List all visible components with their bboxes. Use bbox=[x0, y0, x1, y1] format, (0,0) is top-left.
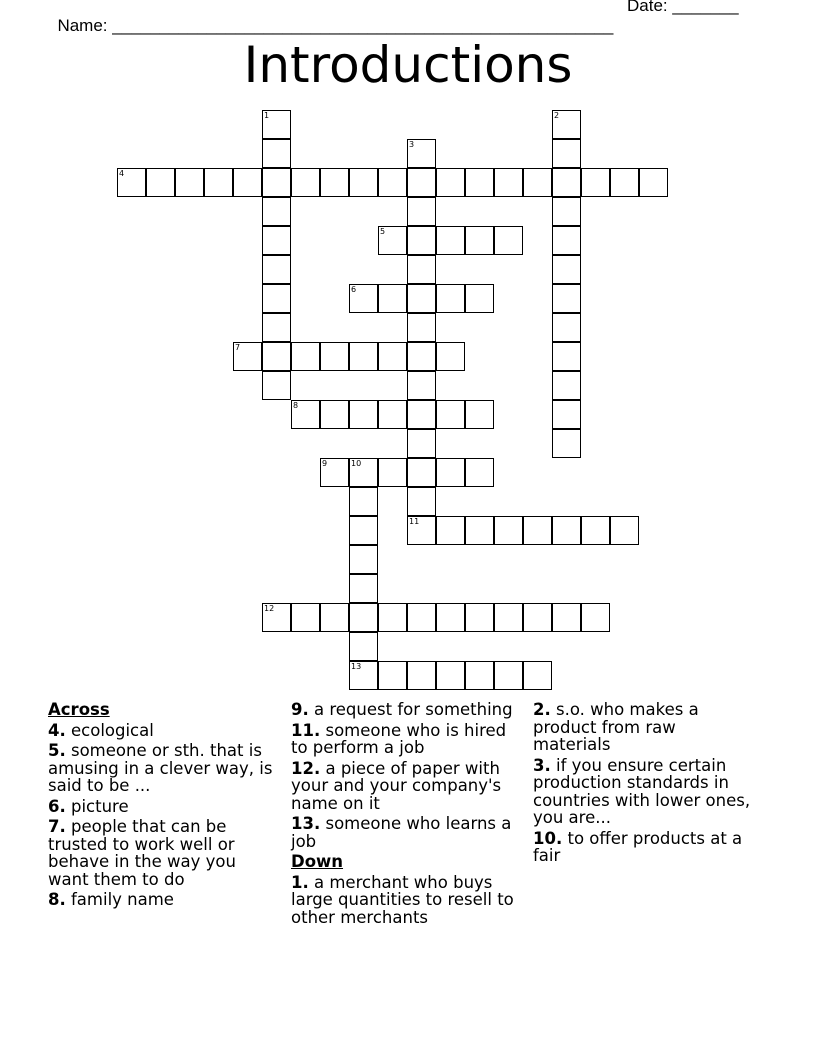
grid-cell[interactable] bbox=[465, 400, 494, 429]
grid-cell[interactable] bbox=[262, 255, 291, 284]
grid-cell[interactable] bbox=[291, 603, 320, 632]
grid-cell[interactable] bbox=[262, 284, 291, 313]
grid-cell[interactable] bbox=[407, 226, 436, 255]
grid-cell[interactable] bbox=[204, 168, 233, 197]
grid-cell[interactable] bbox=[378, 458, 407, 487]
grid-cell[interactable] bbox=[262, 313, 291, 342]
page-title: Introductions bbox=[243, 36, 573, 94]
grid-cell[interactable] bbox=[378, 342, 407, 371]
clue-number: 13. bbox=[291, 814, 321, 833]
clue-number: 10. bbox=[533, 828, 563, 848]
clue-text: a merchant who buys large quantities to resell to other merchants bbox=[291, 872, 514, 927]
grid-cell[interactable] bbox=[262, 603, 291, 632]
grid-cell[interactable] bbox=[465, 603, 494, 632]
clue-text: ecological bbox=[65, 720, 154, 740]
grid-cell[interactable] bbox=[407, 168, 436, 197]
grid-cell[interactable] bbox=[552, 603, 581, 632]
grid-cell[interactable] bbox=[552, 400, 581, 429]
clue-number: 1. bbox=[291, 872, 309, 892]
grid-cell[interactable] bbox=[407, 342, 436, 371]
clue-text: someone who is hired to perform a job bbox=[291, 720, 507, 757]
grid-cell[interactable] bbox=[465, 168, 494, 197]
grid-cell[interactable] bbox=[552, 313, 581, 342]
grid-cell[interactable] bbox=[552, 429, 581, 458]
grid-cell[interactable] bbox=[407, 603, 436, 632]
grid-cell[interactable] bbox=[465, 284, 494, 313]
clue-across-5 bbox=[48, 742, 273, 795]
grid-cell[interactable] bbox=[436, 603, 465, 632]
clue-text: picture bbox=[65, 796, 129, 816]
grid-cell[interactable] bbox=[436, 458, 465, 487]
grid-cell[interactable] bbox=[552, 516, 581, 545]
grid-cell[interactable] bbox=[465, 226, 494, 255]
clue-across-6 bbox=[48, 798, 273, 816]
grid-cell[interactable] bbox=[407, 313, 436, 342]
grid-cell[interactable] bbox=[262, 226, 291, 255]
cell-number: 13 bbox=[351, 662, 362, 671]
clue-text: someone who learns a job bbox=[291, 814, 512, 851]
clue-down-2 bbox=[533, 701, 758, 754]
cell-number: 8 bbox=[293, 401, 299, 410]
grid-cell[interactable] bbox=[349, 516, 378, 545]
clue-number: 11. bbox=[291, 720, 321, 740]
grid-cell[interactable] bbox=[552, 168, 581, 197]
grid-cell[interactable] bbox=[552, 284, 581, 313]
clue-text: family name bbox=[65, 890, 174, 909]
grid-cell[interactable] bbox=[349, 632, 378, 661]
grid-cell[interactable] bbox=[233, 342, 262, 371]
clue-down-10 bbox=[533, 830, 758, 865]
grid-cell[interactable] bbox=[262, 342, 291, 371]
grid-cell[interactable] bbox=[117, 168, 146, 197]
grid-cell[interactable] bbox=[407, 284, 436, 313]
grid-cell[interactable] bbox=[494, 226, 523, 255]
grid-cell[interactable] bbox=[233, 168, 262, 197]
name-field-label[interactable]: Name: _____________________________________________________ bbox=[57, 16, 614, 35]
clue-number: 7. bbox=[48, 817, 66, 836]
grid-cell[interactable] bbox=[552, 226, 581, 255]
grid-cell[interactable] bbox=[581, 516, 610, 545]
clue-number: 8. bbox=[48, 890, 66, 909]
grid-cell[interactable] bbox=[523, 516, 552, 545]
cell-number: 1 bbox=[264, 111, 270, 120]
cell-number: 11 bbox=[409, 517, 420, 526]
grid-cell[interactable] bbox=[291, 342, 320, 371]
grid-cell[interactable] bbox=[349, 603, 378, 632]
grid-cell[interactable] bbox=[146, 168, 175, 197]
grid-cell[interactable] bbox=[407, 255, 436, 284]
grid-cell[interactable] bbox=[349, 168, 378, 197]
grid-cell[interactable] bbox=[291, 400, 320, 429]
grid-cell[interactable] bbox=[262, 197, 291, 226]
grid-cell[interactable] bbox=[378, 603, 407, 632]
grid-cell[interactable] bbox=[320, 168, 349, 197]
grid-cell[interactable] bbox=[407, 516, 436, 545]
clue-across-9 bbox=[291, 701, 516, 719]
clue-number: 9. bbox=[291, 700, 309, 719]
clue-text: to offer products at a fair bbox=[533, 828, 743, 865]
grid-cell[interactable] bbox=[262, 168, 291, 197]
clue-number: 2. bbox=[533, 700, 551, 719]
clue-across-7 bbox=[48, 818, 273, 888]
clue-number: 5. bbox=[48, 741, 66, 760]
grid-cell[interactable] bbox=[349, 284, 378, 313]
grid-cell[interactable] bbox=[494, 603, 523, 632]
grid-cell[interactable] bbox=[552, 371, 581, 400]
grid-cell[interactable] bbox=[320, 400, 349, 429]
clue-across-13 bbox=[291, 815, 516, 850]
grid-cell[interactable] bbox=[552, 255, 581, 284]
cell-number: 5 bbox=[380, 227, 386, 236]
grid-cell[interactable] bbox=[291, 168, 320, 197]
grid-cell[interactable] bbox=[436, 661, 465, 690]
grid-cell[interactable] bbox=[639, 168, 668, 197]
grid-cell[interactable] bbox=[407, 371, 436, 400]
grid-cell[interactable] bbox=[494, 168, 523, 197]
clue-across-8 bbox=[48, 891, 273, 909]
grid-cell[interactable] bbox=[349, 661, 378, 690]
grid-cell[interactable] bbox=[407, 661, 436, 690]
grid-cell[interactable] bbox=[262, 139, 291, 168]
grid-cell[interactable] bbox=[349, 487, 378, 516]
grid-cell[interactable] bbox=[407, 429, 436, 458]
cell-number: 2 bbox=[554, 111, 560, 120]
down-heading: Down bbox=[291, 852, 344, 871]
grid-cell[interactable] bbox=[610, 168, 639, 197]
grid-cell[interactable] bbox=[378, 400, 407, 429]
grid-cell[interactable] bbox=[581, 603, 610, 632]
grid-cell[interactable] bbox=[262, 110, 291, 139]
clue-across-4 bbox=[48, 722, 273, 740]
grid-cell[interactable] bbox=[407, 400, 436, 429]
grid-cell[interactable] bbox=[523, 661, 552, 690]
grid-cell[interactable] bbox=[436, 342, 465, 371]
date-field-label[interactable]: Date: _______ bbox=[627, 0, 739, 15]
cell-number: 10 bbox=[351, 459, 362, 468]
cell-number: 6 bbox=[351, 285, 357, 294]
grid-cell[interactable] bbox=[465, 458, 494, 487]
grid-cell[interactable] bbox=[436, 226, 465, 255]
grid-cell[interactable] bbox=[436, 168, 465, 197]
grid-cell[interactable] bbox=[610, 516, 639, 545]
grid-cell[interactable] bbox=[523, 168, 552, 197]
grid-cell[interactable] bbox=[552, 139, 581, 168]
grid-cell[interactable] bbox=[407, 487, 436, 516]
grid-cell[interactable] bbox=[581, 168, 610, 197]
clue-across-12 bbox=[291, 760, 516, 813]
grid-cell[interactable] bbox=[407, 197, 436, 226]
cell-number: 9 bbox=[322, 459, 328, 468]
cell-number: 4 bbox=[119, 169, 125, 178]
grid-cell[interactable] bbox=[349, 545, 378, 574]
clue-number: 3. bbox=[533, 755, 551, 775]
grid-cell[interactable] bbox=[494, 516, 523, 545]
grid-cell[interactable] bbox=[378, 284, 407, 313]
grid-cell[interactable] bbox=[552, 197, 581, 226]
grid-cell[interactable] bbox=[407, 139, 436, 168]
clue-across-11 bbox=[291, 722, 516, 757]
clues-column-2 bbox=[291, 701, 516, 929]
grid-cell[interactable] bbox=[349, 400, 378, 429]
grid-cell[interactable] bbox=[552, 342, 581, 371]
clue-text: s.o. who makes a product from raw materials bbox=[533, 700, 699, 754]
cell-number: 7 bbox=[235, 343, 241, 352]
clue-number: 4. bbox=[48, 720, 66, 740]
grid-cell[interactable] bbox=[320, 342, 349, 371]
clue-number: 12. bbox=[291, 758, 321, 778]
grid-cell[interactable] bbox=[523, 603, 552, 632]
grid-cell[interactable] bbox=[320, 458, 349, 487]
clue-text: someone or sth. that is amusing in a clever way, is said to be ... bbox=[48, 741, 273, 795]
clue-text: people that can be trusted to work well or behave in the way you want them to do bbox=[48, 817, 236, 889]
clue-text: if you ensure certain production standards in countries with lower ones, you are... bbox=[533, 755, 751, 827]
grid-cell[interactable] bbox=[552, 110, 581, 139]
clue-down-3 bbox=[533, 757, 758, 827]
grid-cell[interactable] bbox=[436, 284, 465, 313]
grid-cell[interactable] bbox=[349, 458, 378, 487]
grid-cell[interactable] bbox=[378, 226, 407, 255]
grid-cell[interactable] bbox=[494, 661, 523, 690]
grid-cell[interactable] bbox=[378, 661, 407, 690]
clues-column-1 bbox=[48, 701, 273, 912]
grid-cell[interactable] bbox=[349, 574, 378, 603]
grid-cell[interactable] bbox=[349, 342, 378, 371]
cell-number: 12 bbox=[264, 604, 275, 613]
cell-number: 3 bbox=[409, 140, 415, 149]
grid-cell[interactable] bbox=[407, 458, 436, 487]
clue-text: a request for something bbox=[308, 700, 513, 719]
grid-cell[interactable] bbox=[262, 371, 291, 400]
grid-cell[interactable] bbox=[378, 168, 407, 197]
clue-number: 6. bbox=[48, 796, 66, 816]
grid-cell[interactable] bbox=[175, 168, 204, 197]
grid-cell[interactable] bbox=[436, 400, 465, 429]
grid-cell[interactable] bbox=[320, 603, 349, 632]
across-heading: Across bbox=[48, 700, 110, 719]
clues-column-3 bbox=[533, 701, 758, 868]
grid-cell[interactable] bbox=[465, 516, 494, 545]
clue-down-1 bbox=[291, 874, 516, 927]
clue-text: a piece of paper with your and your company's name on it bbox=[291, 758, 502, 813]
grid-cell[interactable] bbox=[436, 516, 465, 545]
grid-cell[interactable] bbox=[465, 661, 494, 690]
